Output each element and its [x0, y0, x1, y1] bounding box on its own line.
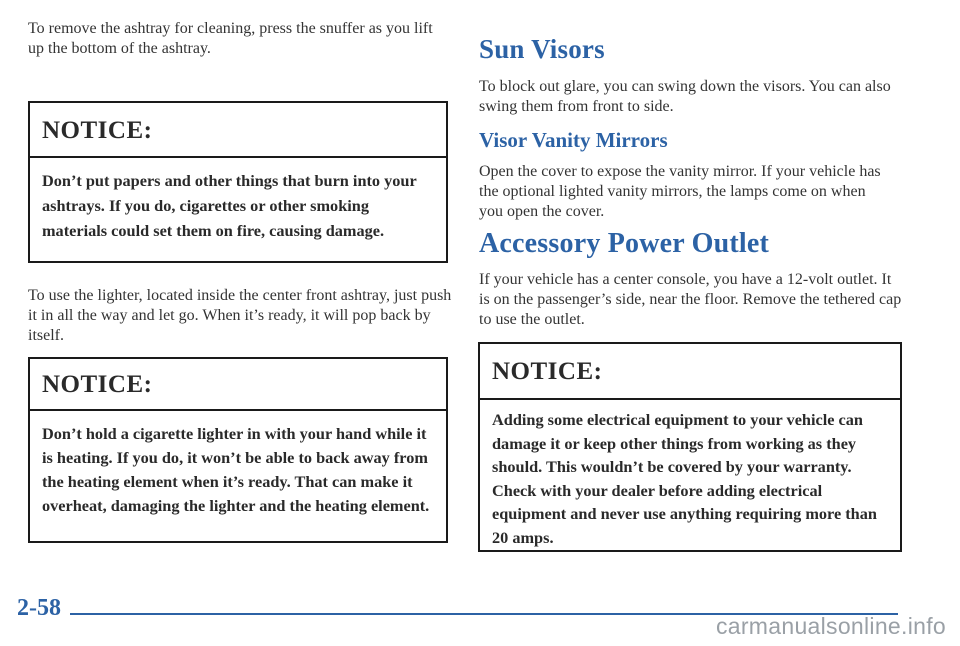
- notice-heading: NOTICE:: [480, 344, 900, 400]
- vanity-mirrors-text: Open the cover to expose the vanity mirror. If your vehicle has the optional lighted vanity mirrors, the lamps come on when you open the cover.: [479, 163, 881, 220]
- notice-box-electrical: [478, 342, 902, 552]
- notice-box-lighter: [28, 357, 448, 543]
- notice-heading: NOTICE:: [30, 359, 446, 411]
- lighter-usage-text: To use the lighter, located inside the center front ashtray, just push it in all the way and let go. When it’s ready, it will pop back by itself.: [28, 287, 452, 344]
- notice-box-ashtray: [28, 101, 448, 263]
- notice-text: Adding some electrical equipment to your vehicle can damage it or keep other things from working as they should. This wouldn’t be covered by your warranty. Check with your dealer before adding electrical equipment and never use anything requiring more than 20 amps.: [492, 410, 877, 547]
- subheading-visor-vanity-mirrors: Visor Vanity Mirrors: [479, 128, 668, 152]
- notice-text: Don’t hold a cigarette lighter in with your hand while it is heating. If you do, it won’t be able to back away from the heating element when it’s ready. That can make it overheat, damaging the lighter and the heating element.: [42, 424, 430, 515]
- section-heading-accessory-power-outlet: Accessory Power Outlet: [479, 228, 770, 259]
- notice-heading: NOTICE:: [30, 103, 446, 158]
- power-outlet-text: If your vehicle has a center console, you have a 12-volt outlet. It is on the passenger’s side, near the floor. Remove the tethered cap to use the outlet.: [479, 271, 902, 328]
- page-number: 2-58: [17, 595, 61, 621]
- ashtray-removal-text: To remove the ashtray for cleaning, press the snuffer as you lift up the bottom of the ashtray.: [28, 20, 433, 57]
- notice-text: Don’t put papers and other things that burn into your ashtrays. If you do, cigarettes or other smoking materials could set them on fire, causing damage.: [42, 171, 417, 240]
- sun-visors-text: To block out glare, you can swing down the visors. You can also swing them from front to side.: [479, 78, 891, 115]
- section-heading-sun-visors: Sun Visors: [479, 34, 605, 64]
- site-watermark: carmanualsonline.info: [715, 613, 946, 639]
